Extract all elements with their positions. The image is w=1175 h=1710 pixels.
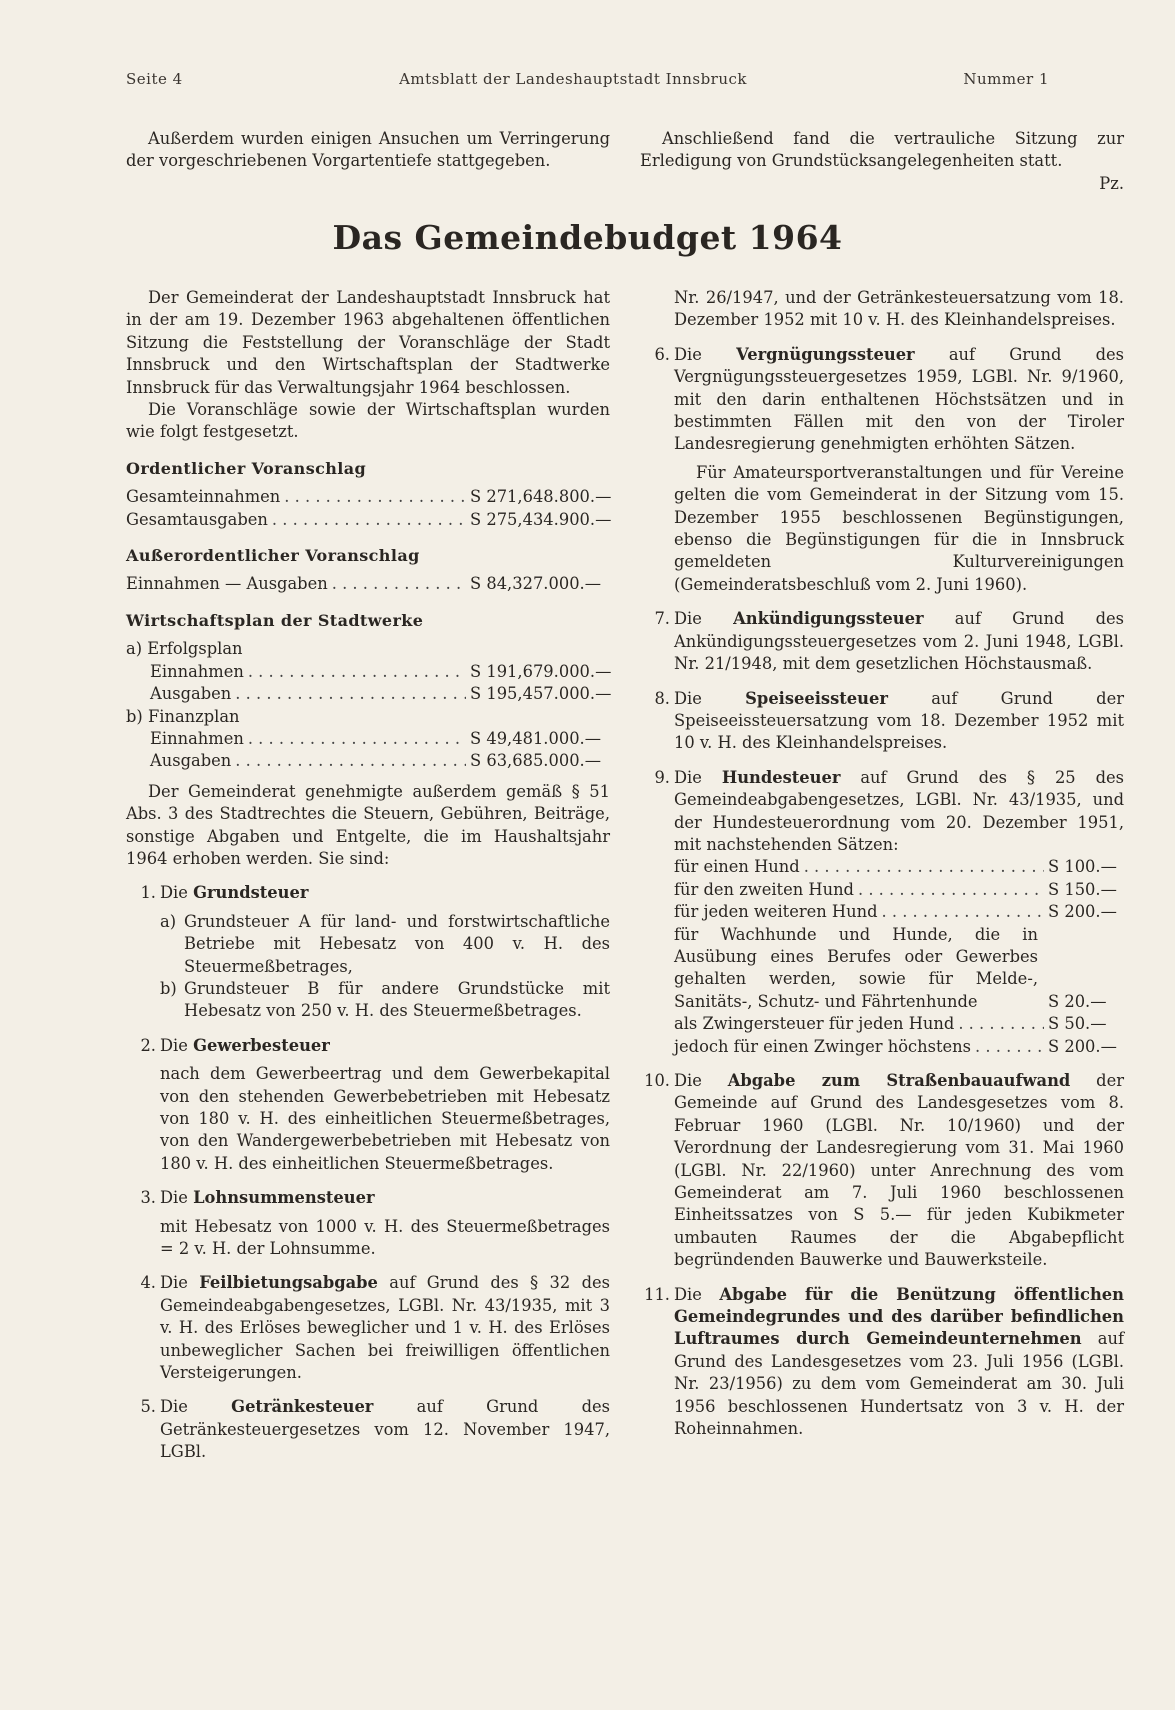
intro-paragraph-2: Die Voranschläge sowie der Wirtschaftsplan wurden wie folgt festgesetzt. xyxy=(126,400,610,442)
tax-item: 7. Die Ankündigungssteuer auf Grund des Ankündigungssteuergesetzes vom 2. Juni 1948, LGBl. Nr. 21/1948, mit dem gesetzlichen Höchstausmaß. xyxy=(654,609,1124,674)
tax-item-continuation: Nr. 26/1947, und der Getränkesteuersatzung vom 18. Dezember 1952 mit 10 v. H. des Kleinhandelspreises. xyxy=(674,288,1124,330)
tax-item: 8. Die Speiseeissteuer auf Grund der Speiseeissteuersatzung vom 18. Dezember 1952 mit 10 v. H. des Kleinhandelspreises. xyxy=(654,688,1124,753)
budget-row: Gesamtausgaben . . . S 275,434.900.— xyxy=(126,509,610,531)
tax-item: 9. Die Hundesteuer auf Grund des § 25 des Gemeindeabgabengesetzes, LGBl. Nr. 43/1935, und der Hundesteuerordnung vom 20. Dezember 1951, mit nachstehenden Sätzen: xyxy=(654,767,1124,854)
tax-item: 3. Die Lohnsummensteuer xyxy=(140,1188,375,1208)
dog-tax-table xyxy=(640,856,1124,1058)
tax-item: 11. Die Abgabe für die Benützung öffentlichen Gemeindegrundes und des darüber befindlichen Luftraumes durch Gemeindeunternehmen auf Grund des Landesgesetzes vom 23. Juli 1956 (LGBl. Nr. 23/1956) zu dem vom Gemeinderat am 30. Juli 1956 beschlossenen Hundertsatz von 3 v. H. der Roheinnahmen. xyxy=(644,1284,1124,1439)
budget-row: Einnahmen . . . S 49,481.000.— xyxy=(126,728,610,750)
section-heading-ausserordentlich: Außerordentlicher Voranschlag xyxy=(126,546,420,566)
issue-number: Nummer 1 xyxy=(963,70,1049,88)
dog-tax-row: als Zwingersteuer für jeden Hund . . . S 50.— xyxy=(674,1013,1124,1035)
top-right-paragraph: Anschließend fand die vertrauliche Sitzung zur Erledigung von Grundstücksangelegenheiten statt. Pz. xyxy=(640,128,1124,195)
budget-row: Ausgaben . . . S 63,685.000.— xyxy=(126,750,610,772)
top-left-paragraph: Außerdem wurden einigen Ansuchen um Verringerung der vorgeschriebenen Vorgartentiefe stattgegeben. xyxy=(126,129,610,171)
tax-item: 1. Die Grundsteuer xyxy=(140,883,309,903)
page-number: Seite 4 xyxy=(126,70,183,88)
signature: Pz. xyxy=(1099,173,1124,193)
tax-subitem: b) Grundsteuer B für andere Grundstücke mit Hebesatz von 250 v. H. des Steuermeßbetrages. xyxy=(160,978,610,1021)
budget-row: Ausgaben . . . S 195,457.000.— xyxy=(126,683,610,705)
page-header xyxy=(126,70,1049,88)
section-heading-wirtschaftsplan: Wirtschaftsplan der Stadtwerke xyxy=(126,610,424,630)
subplan-label: b) Finanzplan xyxy=(126,706,240,726)
taxes-intro: Der Gemeinderat genehmigte außerdem gemäß § 51 Abs. 3 des Stadtrechtes die Steuern, Gebühren, Beiträge, sonstige Abgaben und Entgelte, die im Haushaltsjahr 1964 erhoben werden. Sie sind: xyxy=(126,781,610,868)
dog-tax-row: jedoch für einen Zwinger höchstens . . . S 200.— xyxy=(674,1036,1124,1058)
intro-paragraph: Der Gemeinderat der Landeshauptstadt Innsbruck hat in der am 19. Dezember 1963 abgehaltenen öffentlichen Sitzung die Feststellung der Voranschläge der Stadt Innsbruck und den Wirtschaftsplan der Stadtwerke Innsbruck für das Verwaltungsjahr 1964 beschlossen. xyxy=(126,288,610,397)
dog-tax-row: für jeden weiteren Hund . . . S 200.— xyxy=(674,901,1124,923)
tax-item: 2. Die Gewerbesteuer xyxy=(140,1035,330,1055)
article-title: Das Gemeindebudget 1964 xyxy=(332,218,843,257)
publication-title: Amtsblatt der Landeshauptstadt Innsbruck xyxy=(399,70,747,88)
tax-item: 10. Die Abgabe zum Straßenbauaufwand der Gemeinde auf Grund des Landesgesetzes vom 8. Februar 1960 (LGBl. Nr. 10/1960) und der Verordnung der Landesregierung vom 31. Mai 1960 (LGBl. Nr. 22/1960) unter Anrechnung des vom Gemeinderat am 7. Juli 1960 beschlossenen Einheitssatzes von S 5.— für jeden Kubikmeter umbauten Raumes der die Abgabepflicht begründenden Bauwerke und Bauwerksteile. xyxy=(644,1071,1124,1270)
dog-tax-row: für einen Hund . . . S 100.— xyxy=(674,856,1124,878)
dog-tax-row: für den zweiten Hund . . . S 150.— xyxy=(674,879,1124,901)
tax-subitem: a) Grundsteuer A für land- und forstwirtschaftliche Betriebe mit Hebesatz von 400 v. H. des Steuermeßbetrages, xyxy=(160,911,610,976)
tax-item: 4. Die Feilbietungsabgabe auf Grund des § 32 des Gemeindeabgabengesetzes, LGBl. Nr. 43/1935, mit 3 v. H. des Erlöses beweglicher und 1 v. H. des Erlöses unbeweglicher Sachen bei freiwilligen öffentlichen Versteigerungen. xyxy=(140,1273,610,1383)
tax-item: 6. Die Vergnügungssteuer auf Grund des Vergnügungssteuergesetzes 1959, LGBl. Nr. 9/1960, mit den darin enthaltenen Höchstsätzen und in bestimmten Fällen mit den von der Tiroler Landesregierung genehmigten erhöhten Sätzen. xyxy=(654,344,1124,454)
left-column: Der Gemeinderat der Landeshauptstadt Innsbruck hat in der am 19. Dezember 1963 abgehaltenen öffentlichen Sitzung die Feststellung der Voranschläge der Stadt Innsbruck und den Wirtschaftsplan der Stadtwerke Innsbruck für das Verwaltungsjahr 1964 beschlossen. Die Voranschläge sowie der Wirtschaftsplan wurden wie folgt festgesetzt. Ordentlicher Voranschlag Gesamteinnahmen . . . S 271,648.800.— Gesamtausgaben . . . S 275,434.900.— Außerordentlicher Voranschlag Einnahmen — Ausgaben . . . S 84,327.000.— Wirtschaftsplan der Stadtwerke a) Erfolgsplan Einnahmen . . . S 191,679.000.— Ausgaben . . . S 195,457.000.— b) Finanzplan Einnahmen . . . S 49,481.000.— Ausgaben . . . S 63,685.000.— Der Gemeinderat genehmigte außerdem gemäß § 51 Abs. 3 des Stadtrechtes die Steuern, Gebühren, Beiträge, sonstige Abgaben und Entgelte, die im Haushaltsjahr 1964 erhoben werden. Sie sind: 1. Die Grundsteuer a) Grundsteuer A für land- und forstwirtschaftliche Betriebe mit Hebesatz von 400 v. H. des Steuermeßbetrages, b) Grundsteuer B für andere Grundstücke mit Hebesatz von 250 v. H. des Steuermeßbetrages. 2. Die Gewerbesteuer nach dem Gewerbeertrag und dem Gewerbekapital von den stehenden Gewerbebetrieben mit Hebesatz von 180 v. H. des einheitlichen Steuermeßbetrages, von den Wandergewerbebetrieben mit Hebesatz von 180 v. H. des einheitlichen Steuermeßbetrages. 3. Die Lohnsummensteuer mit Hebesatz von 1000 v. H. des Steuermeßbetrages = 2 v. H. der Lohnsumme. 4. Die Feilbietungsabgabe auf Grund des § 32 des Gemeindeabgabengesetzes, LGBl. Nr. 43/1935, mit 3 v. H. des Erlöses beweglicher und 1 v. H. des Erlöses unbeweglicher Sachen bei freiwilligen öffentlichen Versteigerungen. 5. Die Getränkesteuer auf Grund des Getränkesteuergesetzes vom 12. November 1947, LGBl. xyxy=(126,287,610,1464)
budget-row: Einnahmen . . . S 191,679.000.— xyxy=(126,661,610,683)
budget-row: Gesamteinnahmen . . . S 271,648.800.— xyxy=(126,486,610,508)
dog-tax-row: für Wachhunde und Hunde, die in Ausübung eines Berufes oder Gewerbes gehalten werden, sowie für Melde-, Sanitäts-, Schutz- und Fährtenhunde S 20.— xyxy=(674,924,1107,1011)
right-column: Nr. 26/1947, und der Getränkesteuersatzung vom 18. Dezember 1952 mit 10 v. H. des Kleinhandelspreises. 6. Die Vergnügungssteuer auf Grund des Vergnügungssteuergesetzes 1959, LGBl. Nr. 9/1960, mit den darin enthaltenen Höchstsätzen und in bestimmten Fällen mit den von der Tiroler Landesregierung genehmigten erhöhten Sätzen. Für Amateursportveranstaltungen und für Vereine gelten die vom Gemeinderat in der Sitzung vom 15. Dezember 1955 beschlossenen Begünstigungen, ebenso die Begünstigungen für die in Innsbruck gemeldeten Kulturvereinigungen (Gemeinderatsbeschluß vom 2. Juni 1960). 7. Die Ankündigungssteuer auf Grund des Ankündigungssteuergesetzes vom 2. Juni 1948, LGBl. Nr. 21/1948, mit dem gesetzlichen Höchstausmaß. 8. Die Speiseeissteuer auf Grund der Speiseeissteuersatzung vom 18. Dezember 1952 mit 10 v. H. des Kleinhandelspreises. 9. Die Hundesteuer auf Grund des § 25 des Gemeindeabgabengesetzes, LGBl. Nr. 43/1935, und der Hundesteuerordnung vom 20. Dezember 1951, mit nachstehenden Sätzen: für einen Hund . . . S 100.— für den zweiten Hund . . . S 150.— für jeden weiteren Hund . . . S 200.— für Wachhunde und Hunde, die in Ausübung eines Berufes oder Gewerbes gehalten werden, sowie für Melde-, Sanitäts-, Schutz- und Fährtenhunde S 20.— als Zwingersteuer für jeden Hund . . . S 50.— jedoch für einen Zwinger höchstens . . . S 200.— 10. Die Abgabe zum Straßenbauaufwand der Gemeinde auf Grund des Landesgesetzes vom 8. Februar 1960 (LGBl. Nr. 10/1960) und der Verordnung der Landesregierung vom 31. Mai 1960 (LGBl. Nr. 22/1960) unter Anrechnung des vom Gemeinderat am 7. Juli 1960 beschlossenen Einheitssatzes von S 5.— für jeden Kubikmeter umbauten Raumes der die Abgabepflicht begründenden Bauwerke und Bauwerksteile. 11. Die Abgabe für die Benützung öffentlichen Gemeindegrundes und des darüber befindlichen Luftraumes durch Gemeindeunternehmen auf Grund des Landesgesetzes vom 23. Juli 1956 (LGBl. Nr. 23/1956) zu dem vom Gemeinderat am 30. Juli 1956 beschlossenen Hundertsatz von 3 v. H. der Roheinnahmen. xyxy=(640,287,1124,1441)
budget-row: Einnahmen — Ausgaben . . . S 84,327.000.— xyxy=(126,573,610,595)
section-heading-ordentlich: Ordentlicher Voranschlag xyxy=(126,458,367,478)
subplan-label: a) Erfolgsplan xyxy=(126,639,243,659)
tax-item: 5. Die Getränkesteuer auf Grund des Getränkesteuergesetzes vom 12. November 1947, LGBl. xyxy=(140,1397,611,1462)
